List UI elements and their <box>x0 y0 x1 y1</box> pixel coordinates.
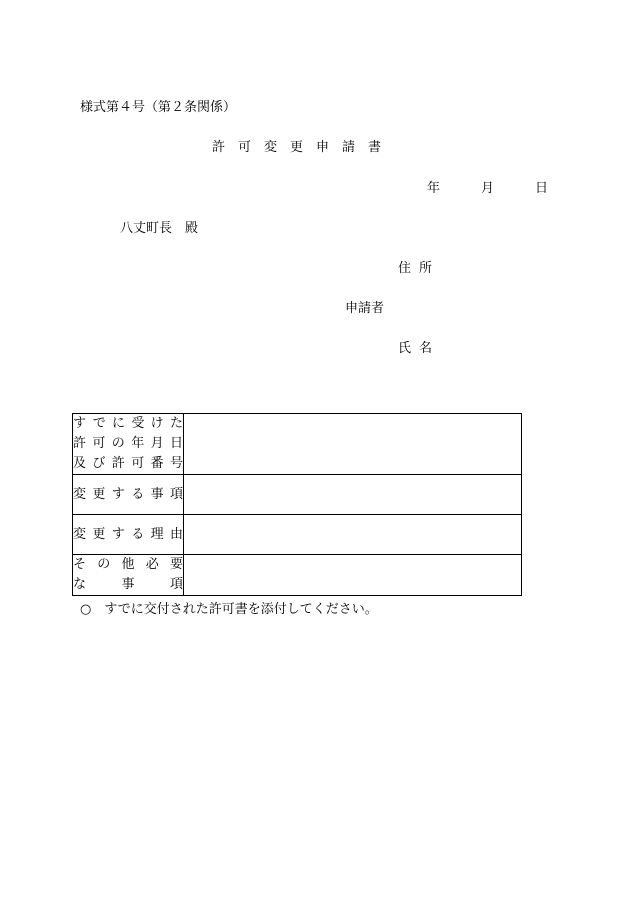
row-label-other-items <box>73 555 184 596</box>
addressee: 八丈町長 殿 <box>120 221 199 236</box>
document-title: 許可変更申請書 <box>212 140 395 155</box>
label-line: 及び許可番号 <box>73 456 183 471</box>
date-year-label: 年 <box>427 181 441 196</box>
date-day-label: 日 <box>535 181 549 196</box>
change-item-field[interactable] <box>184 475 522 515</box>
label-line: 変更する事項 <box>73 486 183 502</box>
date-month-label: 月 <box>481 181 495 196</box>
table-row <box>73 475 522 515</box>
table-row <box>73 515 522 555</box>
form-number: 様式第４号（第２条関係） <box>80 100 237 115</box>
name-label: 氏名 <box>398 341 441 356</box>
previous-permit-field[interactable] <box>184 414 522 475</box>
address-label: 住所 <box>398 261 441 276</box>
application-table <box>72 413 522 596</box>
other-items-field[interactable] <box>184 555 522 596</box>
applicant-label: 申請者 <box>345 301 385 316</box>
change-reason-field[interactable] <box>184 515 522 555</box>
table-row <box>73 414 522 475</box>
row-label-previous-permit <box>73 414 184 475</box>
row-label-change-item <box>73 475 184 515</box>
attachment-note: ○ すでに交付された許可書を添付してください。 <box>80 602 378 617</box>
label-line: すでに受けた <box>73 416 183 431</box>
label-line: 許可の年月日 <box>73 436 183 451</box>
label-line: その他必要 <box>73 557 183 572</box>
label-line: な事項 <box>73 577 183 592</box>
label-line: 変更する理由 <box>73 526 183 542</box>
table-row <box>73 555 522 596</box>
row-label-change-reason <box>73 515 184 555</box>
